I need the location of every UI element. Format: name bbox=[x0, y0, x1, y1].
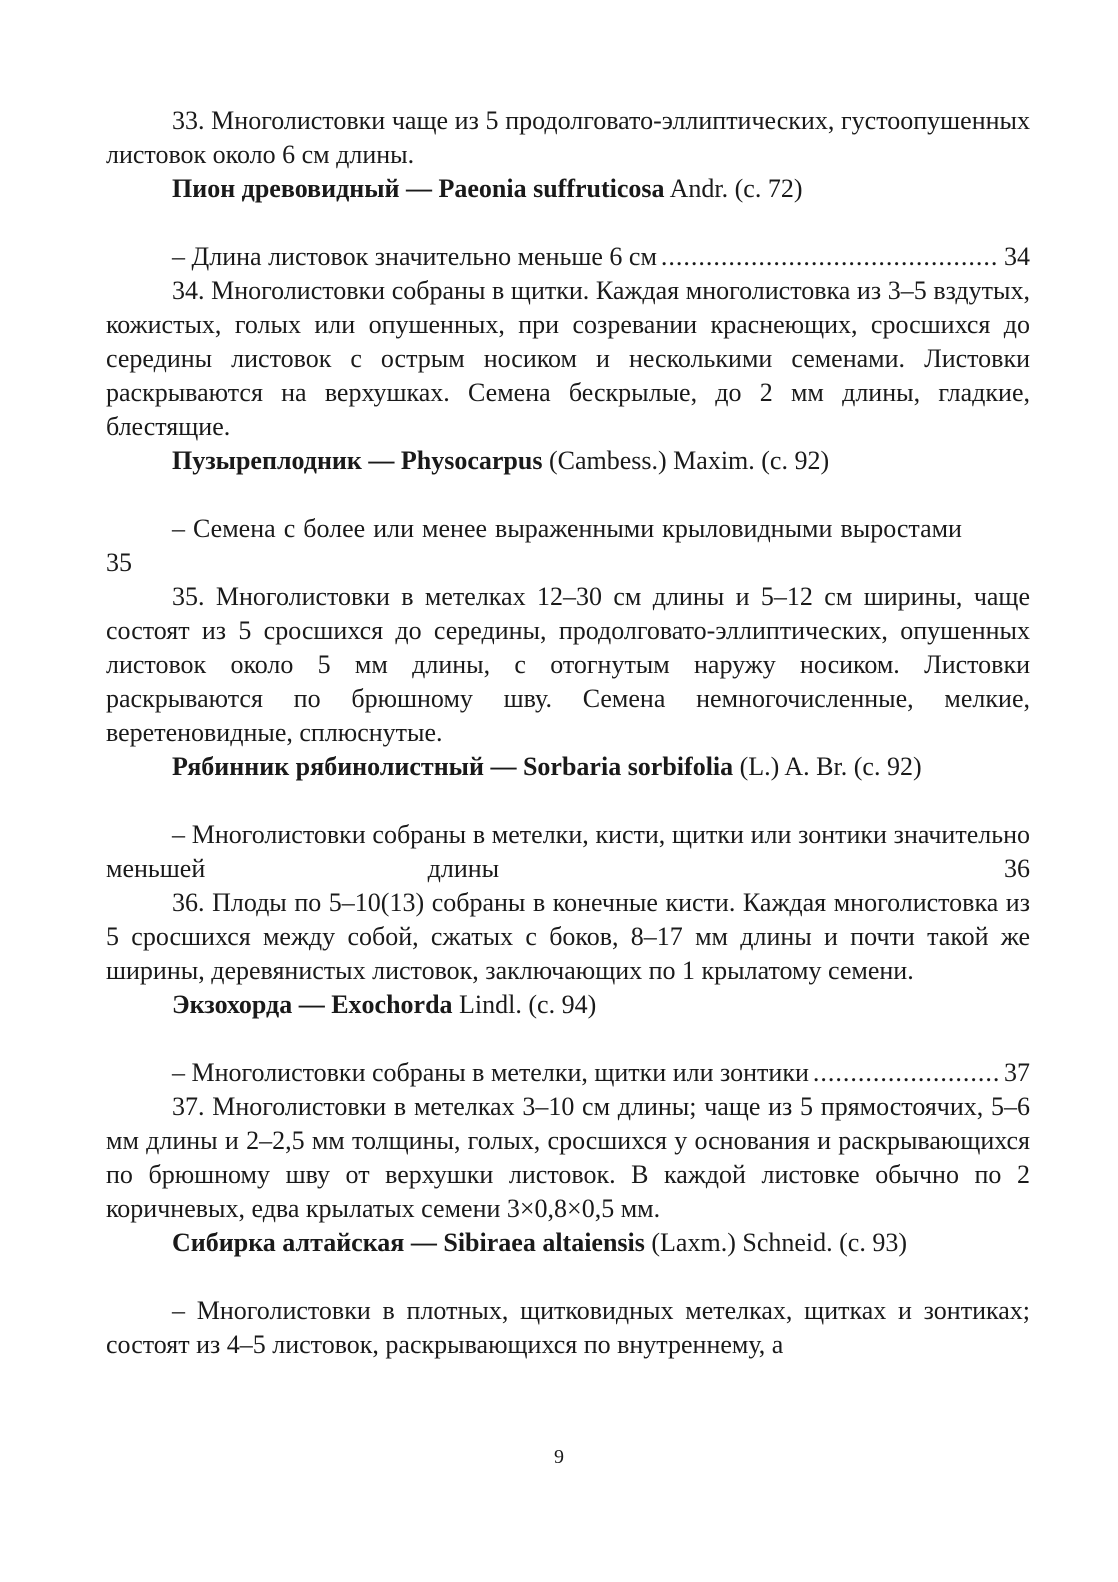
taxon-author: (Cambess.) Maxim. (с. 92) bbox=[548, 446, 830, 475]
couplet-34-text: 34. Многолистовки собраны в щитки. Каждая многолистовка из 3–5 вздутых, кожистых, голых или опушенных, при созревании краснеющих, сросшихся до середины листовок с острым носиком и несколькими семенами. Листовки раскрываются на верхушках. Семена бескрылые, до 2 мм длины, гладкие, блестящие. bbox=[106, 276, 1030, 441]
document-page bbox=[106, 104, 1030, 1362]
taxon-ru: Пион древовидный — bbox=[172, 174, 432, 203]
alt-target: 34 bbox=[1004, 242, 1030, 271]
taxon-ru: Сибирка алтайская — bbox=[172, 1228, 437, 1257]
couplet-35-text: 35. Многолистовки в метелках 12–30 см длины и 5–12 см ширины, чаще состоят из 5 сросшихся до середины, продолговато-эллиптических, опушенных листовок около 5 мм длины, с отогнутым наружу носиком. Листовки раскрываются по брюшному шву. Семена немногочисленные, мелкие, веретеновидные, сплюснутые. bbox=[106, 582, 1030, 747]
taxon-paeonia bbox=[106, 172, 1030, 206]
taxon-exochorda bbox=[106, 988, 1030, 1022]
couplet-33-text: 33. Многолистовки чаще из 5 продолговато-эллиптических, густоопушенных листовок около 6 см длины. bbox=[106, 106, 1030, 169]
alt-text: – Многолистовки собраны в метелки, кисти, щитки или зонтики значительно меньшей длины bbox=[106, 820, 1030, 883]
couplet-34-alternative bbox=[106, 512, 1030, 580]
taxon-author: Andr. (с. 72) bbox=[669, 174, 803, 203]
couplet-35-alternative bbox=[106, 818, 1030, 886]
page-number: 9 bbox=[554, 1446, 564, 1468]
taxon-author: (Laxm.) Schneid. (с. 93) bbox=[651, 1228, 907, 1257]
taxon-author: (L.) A. Br. (с. 92) bbox=[739, 752, 922, 781]
taxon-ru: Пузыреплодник — bbox=[172, 446, 395, 475]
taxon-latin: Sorbaria sorbifolia bbox=[522, 752, 734, 781]
alt-target: 35 bbox=[106, 548, 132, 577]
alt-text: – Длина листовок значительно меньше 6 см bbox=[172, 242, 657, 271]
couplet-36-text: 36. Плоды по 5–10(13) собраны в конечные кисти. Каждая многолистовка из 5 сросшихся между собой, сжатых с боков, 8–17 мм длины и почти такой же ширины, деревянистых листовок, заключающих по 1 крылатому семени. bbox=[106, 888, 1030, 985]
alt-target: 36 bbox=[1004, 854, 1030, 883]
taxon-sorbaria bbox=[106, 750, 1030, 784]
alt-target: 37 bbox=[1004, 1058, 1030, 1087]
alt-text: – Многолистовки собраны в метелки, щитки или зонтики bbox=[172, 1058, 809, 1087]
taxon-latin: Exochorda bbox=[331, 990, 453, 1019]
taxon-author: Lindl. (с. 94) bbox=[459, 990, 597, 1019]
couplet-36-alternative bbox=[106, 1056, 1030, 1090]
taxon-physocarpus bbox=[106, 444, 1030, 478]
taxon-ru: Рябинник рябинолистный — bbox=[172, 752, 517, 781]
couplet-37-text: 37. Многолистовки в метелках 3–10 см длины; чаще из 5 прямостоячих, 5–6 мм длины и 2–2,5 мм толщины, голых, сросшихся у основания и раскрывающихся по брюшному шву от верхушки листовок. В каждой листовке обычно по 2 коричневых, едва крылатых семени 3×0,8×0,5 мм. bbox=[106, 1092, 1030, 1223]
taxon-sibiraea bbox=[106, 1226, 1030, 1260]
taxon-ru: Экзохорда — bbox=[172, 990, 325, 1019]
alt-text: – Семена с более или менее выраженными крыловидными выростами bbox=[172, 514, 962, 543]
couplet-37-alternative: – Многолистовки в плотных, щитковидных метелках, щитках и зонтиках; состоят из 4–5 листовок, раскрывающихся по внутреннему, а bbox=[106, 1296, 1030, 1359]
taxon-latin: Physocarpus bbox=[400, 446, 543, 475]
couplet-33-alternative bbox=[106, 240, 1030, 274]
taxon-latin: Paeonia suffruticosa bbox=[438, 174, 665, 203]
taxon-latin: Sibiraea altaiensis bbox=[443, 1228, 645, 1257]
